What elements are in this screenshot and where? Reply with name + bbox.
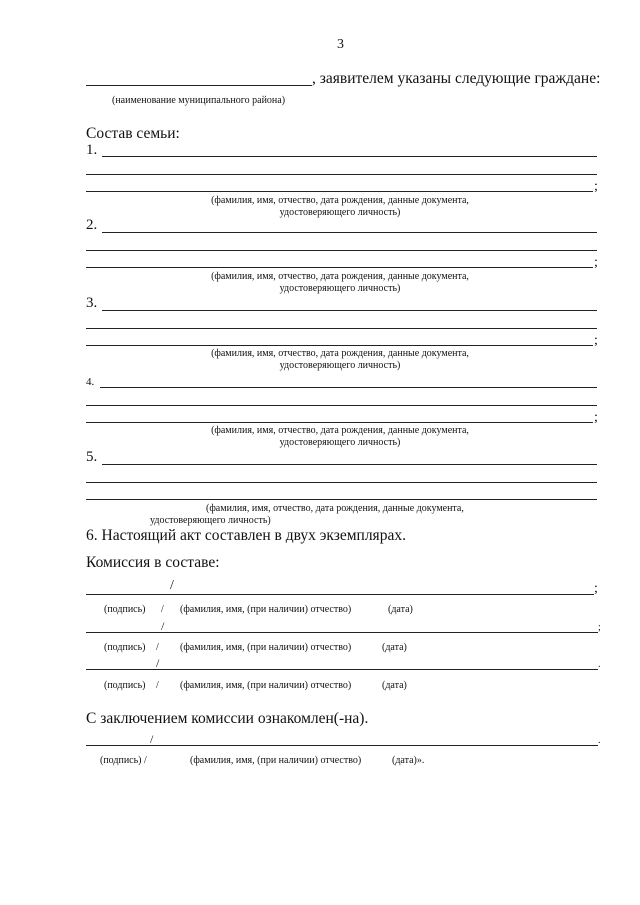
family-item-number: 2.	[86, 217, 98, 233]
family-item-line	[86, 405, 597, 406]
family-item-caption: (фамилия, имя, отчество, дата рождения, данные документа,	[211, 195, 469, 206]
family-item-line	[86, 267, 593, 268]
commission-fio-caption: (фамилия, имя, (при наличии) отчество)	[180, 642, 352, 653]
family-item-number: 5.	[86, 449, 98, 465]
family-item-caption: удостоверяющего личность)	[279, 283, 401, 294]
district-caption: (наименование муниципального района)	[112, 95, 286, 106]
family-item-line	[86, 250, 597, 251]
family-item-line	[102, 464, 597, 465]
family-item-end: ;	[594, 179, 598, 194]
family-item-number: 1.	[86, 142, 98, 158]
family-item-caption: (фамилия, имя, отчество, дата рождения, данные документа,	[211, 348, 469, 359]
family-item-line	[102, 232, 597, 233]
family-item-number: 3.	[86, 295, 98, 311]
commission-sign-caption: (подпись)	[104, 642, 146, 653]
family-item-number: 4.	[86, 376, 95, 388]
conclusion-date-caption: (дата)».	[392, 755, 425, 766]
commission-slash: /	[161, 619, 165, 633]
family-item-line	[86, 422, 593, 423]
family-item-line	[102, 310, 597, 311]
family-title: Состав семьи:	[86, 125, 180, 142]
commission-date-caption: (дата)	[382, 680, 407, 691]
family-item-caption: удостоверяющего личность)	[279, 360, 401, 371]
family-item-line	[86, 499, 597, 500]
commission-date-caption: (дата)	[382, 642, 407, 653]
commission-fio-caption: (фамилия, имя, (при наличии) отчество)	[180, 680, 352, 691]
commission-slash: /	[156, 656, 160, 670]
commission-sep: /	[161, 604, 164, 615]
family-item-line	[86, 328, 597, 329]
commission-sep: /	[156, 680, 159, 691]
conclusion-sign-caption: (подпись) /	[100, 755, 147, 766]
family-item-line	[86, 345, 593, 346]
conclusion-slash: /	[150, 732, 154, 746]
family-item-end: ;	[594, 333, 598, 348]
header-text: , заявителем указаны следующие граждане:	[312, 70, 601, 87]
family-item-line	[86, 174, 597, 175]
commission-sign-caption: (подпись)	[104, 604, 146, 615]
family-item-caption: (фамилия, имя, отчество, дата рождения, данные документа,	[211, 425, 469, 436]
act-statement: 6. Настоящий акт составлен в двух экземплярах.	[86, 527, 406, 544]
family-item-caption: удостоверяющего личность)	[279, 207, 401, 218]
conclusion-end: .	[598, 735, 601, 746]
commission-date-caption: (дата)	[388, 604, 413, 615]
commission-end: .	[598, 659, 601, 670]
commission-signature-line	[86, 594, 594, 595]
family-item-line	[102, 156, 597, 157]
family-item-caption: (фамилия, имя, отчество, дата рождения, данные документа,	[206, 503, 464, 514]
page-number: 3	[337, 37, 344, 52]
family-item-line	[100, 387, 597, 388]
commission-fio-caption: (фамилия, имя, (при наличии) отчество)	[180, 604, 352, 615]
commission-end: ;	[594, 581, 598, 596]
commission-sep: /	[156, 642, 159, 653]
family-item-caption: удостоверяющего личность)	[279, 437, 401, 448]
family-item-caption: (фамилия, имя, отчество, дата рождения, данные документа,	[211, 271, 469, 282]
conclusion-signature-line	[86, 745, 598, 746]
family-item-end: ;	[594, 410, 598, 425]
conclusion-fio-caption: (фамилия, имя, (при наличии) отчество)	[190, 755, 362, 766]
family-item-caption: удостоверяющего личность)	[150, 515, 271, 526]
commission-signature-line	[86, 669, 598, 670]
district-name-line	[86, 85, 312, 86]
family-item-end: ;	[594, 255, 598, 270]
family-item-line	[86, 191, 593, 192]
commission-end: ;	[598, 622, 601, 633]
commission-slash: /	[170, 578, 174, 593]
family-item-line	[86, 482, 597, 483]
commission-sign-caption: (подпись)	[104, 680, 146, 691]
commission-title: Комиссия в составе:	[86, 554, 220, 571]
conclusion-title: С заключением комиссии ознакомлен(-на).	[86, 710, 369, 727]
